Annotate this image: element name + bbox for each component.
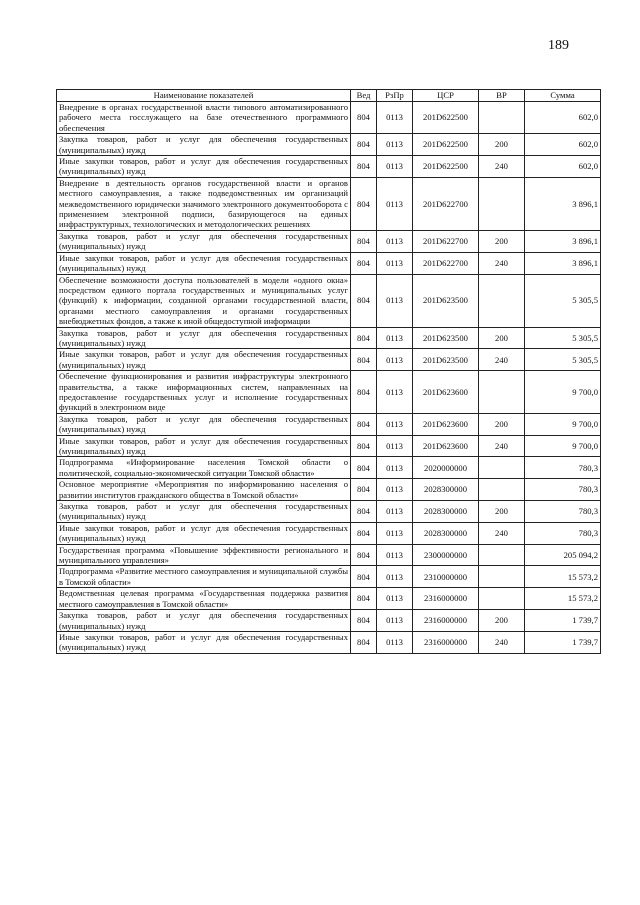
cell-vr (479, 588, 525, 610)
table-row (57, 327, 601, 349)
cell-rzpr: 0113 (377, 134, 413, 156)
cell-name: Подпрограмма «Развитие местного самоуправления и муниципальной службы в Томской области» (57, 566, 351, 588)
cell-sum: 3 896,1 (525, 252, 601, 274)
cell-csr: 201D623500 (413, 274, 479, 327)
cell-sum: 1 739,7 (525, 610, 601, 632)
cell-csr: 201D623500 (413, 349, 479, 371)
cell-sum: 602,0 (525, 102, 601, 134)
cell-name: Государственная программа «Повышение эффективности регионального и муниципального управления» (57, 544, 351, 566)
table-row (57, 102, 601, 134)
cell-ved: 804 (351, 566, 377, 588)
cell-name: Иные закупки товаров, работ и услуг для обеспечения государственных (муниципальных) нужд (57, 631, 351, 653)
cell-vr (479, 102, 525, 134)
cell-sum: 3 896,1 (525, 177, 601, 230)
cell-name: Закупка товаров, работ и услуг для обеспечения государственных (муниципальных) нужд (57, 327, 351, 349)
cell-csr: 2316000000 (413, 631, 479, 653)
cell-name: Внедрение в деятельность органов государственной власти и органов местного самоуправления, а также подведомственных им организаций межведомственного юридически значимого электронного документооборота с применением электронной подписи, базирующегося на единых инфраструктурных, технологических и методологических решениях (57, 177, 351, 230)
cell-ved: 804 (351, 544, 377, 566)
cell-vr: 240 (479, 349, 525, 371)
cell-csr: 2310000000 (413, 566, 479, 588)
cell-vr: 240 (479, 522, 525, 544)
cell-csr: 201D622700 (413, 252, 479, 274)
cell-rzpr: 0113 (377, 102, 413, 134)
table-row (57, 134, 601, 156)
cell-ved: 804 (351, 349, 377, 371)
cell-ved: 804 (351, 435, 377, 457)
cell-vr: 200 (479, 134, 525, 156)
cell-ved: 804 (351, 610, 377, 632)
cell-sum: 780,3 (525, 479, 601, 501)
table-row (57, 349, 601, 371)
cell-sum: 5 305,5 (525, 274, 601, 327)
cell-csr: 201D622500 (413, 134, 479, 156)
cell-rzpr: 0113 (377, 413, 413, 435)
cell-sum: 9 700,0 (525, 435, 601, 457)
cell-vr (479, 371, 525, 414)
table-row (57, 501, 601, 523)
cell-vr: 240 (479, 435, 525, 457)
cell-name: Закупка товаров, работ и услуг для обеспечения государственных (муниципальных) нужд (57, 134, 351, 156)
cell-rzpr: 0113 (377, 349, 413, 371)
cell-rzpr: 0113 (377, 177, 413, 230)
cell-sum: 9 700,0 (525, 413, 601, 435)
page-number: 189 (548, 38, 569, 53)
cell-csr: 2028300000 (413, 479, 479, 501)
cell-name: Иные закупки товаров, работ и услуг для обеспечения государственных (муниципальных) нужд (57, 252, 351, 274)
cell-sum: 602,0 (525, 156, 601, 178)
cell-ved: 804 (351, 327, 377, 349)
table-row (57, 457, 601, 479)
cell-vr: 240 (479, 156, 525, 178)
cell-rzpr: 0113 (377, 327, 413, 349)
table-row (57, 371, 601, 414)
cell-vr: 200 (479, 230, 525, 252)
cell-ved: 804 (351, 230, 377, 252)
cell-rzpr: 0113 (377, 522, 413, 544)
cell-rzpr: 0113 (377, 631, 413, 653)
cell-name: Закупка товаров, работ и услуг для обеспечения государственных (муниципальных) нужд (57, 230, 351, 252)
cell-vr: 200 (479, 501, 525, 523)
cell-ved: 804 (351, 588, 377, 610)
table-row (57, 230, 601, 252)
cell-name: Обеспечение возможности доступа пользователей в модели «одного окна» посредством единого портала государственных и муниципальных услуг (функций) к информации, созданной органами государственной власти, органами местного самоуправления и органами государственных внебюджетных фондов, а также к иной общедоступной информации (57, 274, 351, 327)
cell-csr: 201D622700 (413, 230, 479, 252)
cell-rzpr: 0113 (377, 566, 413, 588)
cell-vr: 200 (479, 327, 525, 349)
cell-csr: 201D623600 (413, 413, 479, 435)
cell-csr: 201D623600 (413, 435, 479, 457)
cell-csr: 201D623500 (413, 327, 479, 349)
table-row (57, 156, 601, 178)
cell-vr: 200 (479, 413, 525, 435)
header-vr: ВР (479, 90, 525, 102)
cell-csr: 201D622700 (413, 177, 479, 230)
cell-csr: 201D622500 (413, 102, 479, 134)
cell-rzpr: 0113 (377, 610, 413, 632)
cell-vr (479, 479, 525, 501)
cell-rzpr: 0113 (377, 479, 413, 501)
table-row (57, 522, 601, 544)
table-row (57, 479, 601, 501)
cell-csr: 2028300000 (413, 501, 479, 523)
cell-name: Иные закупки товаров, работ и услуг для обеспечения государственных (муниципальных) нужд (57, 156, 351, 178)
cell-sum: 15 573,2 (525, 566, 601, 588)
cell-rzpr: 0113 (377, 501, 413, 523)
cell-sum: 5 305,5 (525, 349, 601, 371)
cell-sum: 9 700,0 (525, 371, 601, 414)
cell-ved: 804 (351, 134, 377, 156)
cell-name: Внедрение в органах государственной власти типового автоматизированного рабочего места госслужащего на базе отечественного программного обеспечения (57, 102, 351, 134)
cell-ved: 804 (351, 457, 377, 479)
budget-table (56, 89, 601, 654)
cell-sum: 780,3 (525, 457, 601, 479)
cell-name: Основное мероприятие «Мероприятия по информированию населения о развитии институтов гражданского общества в Томской области» (57, 479, 351, 501)
table-row (57, 177, 601, 230)
cell-rzpr: 0113 (377, 435, 413, 457)
cell-sum: 15 573,2 (525, 588, 601, 610)
table-row (57, 610, 601, 632)
cell-sum: 780,3 (525, 501, 601, 523)
cell-name: Ведомственная целевая программа «Государственная поддержка развития местного самоуправления в Томской области» (57, 588, 351, 610)
header-row (57, 90, 601, 102)
cell-ved: 804 (351, 371, 377, 414)
cell-vr: 240 (479, 252, 525, 274)
cell-ved: 804 (351, 252, 377, 274)
cell-rzpr: 0113 (377, 588, 413, 610)
header-ved: Вед (351, 90, 377, 102)
cell-ved: 804 (351, 479, 377, 501)
cell-ved: 804 (351, 413, 377, 435)
table-row (57, 566, 601, 588)
cell-rzpr: 0113 (377, 274, 413, 327)
cell-rzpr: 0113 (377, 371, 413, 414)
header-csr: ЦСР (413, 90, 479, 102)
cell-name: Подпрограмма «Информирование населения Томской области о политической, социально-экономической ситуации Томской области» (57, 457, 351, 479)
table-body (57, 102, 601, 654)
cell-name: Иные закупки товаров, работ и услуг для обеспечения государственных (муниципальных) нужд (57, 349, 351, 371)
table-row (57, 252, 601, 274)
cell-csr: 2028300000 (413, 522, 479, 544)
cell-sum: 5 305,5 (525, 327, 601, 349)
cell-vr: 240 (479, 631, 525, 653)
table-row (57, 544, 601, 566)
cell-vr: 200 (479, 610, 525, 632)
header-sum: Сумма (525, 90, 601, 102)
cell-vr (479, 566, 525, 588)
cell-ved: 804 (351, 177, 377, 230)
cell-rzpr: 0113 (377, 156, 413, 178)
cell-csr: 2300000000 (413, 544, 479, 566)
header-rzpr: РзПр (377, 90, 413, 102)
table-row (57, 631, 601, 653)
cell-vr (479, 544, 525, 566)
cell-name: Обеспечение функционирования и развития инфраструктуры электронного правительства, а также информационных систем, направленных на предоставление государственных услуг и исполнение государственных функций в электронном виде (57, 371, 351, 414)
cell-csr: 2316000000 (413, 588, 479, 610)
cell-csr: 2020000000 (413, 457, 479, 479)
cell-sum: 1 739,7 (525, 631, 601, 653)
cell-vr (479, 177, 525, 230)
cell-csr: 201D623600 (413, 371, 479, 414)
cell-name: Иные закупки товаров, работ и услуг для обеспечения государственных (муниципальных) нужд (57, 522, 351, 544)
table-row (57, 413, 601, 435)
cell-sum: 205 094,2 (525, 544, 601, 566)
cell-name: Иные закупки товаров, работ и услуг для обеспечения государственных (муниципальных) нужд (57, 435, 351, 457)
cell-sum: 3 896,1 (525, 230, 601, 252)
cell-vr (479, 457, 525, 479)
cell-ved: 804 (351, 631, 377, 653)
cell-ved: 804 (351, 522, 377, 544)
cell-csr: 201D622500 (413, 156, 479, 178)
table-row (57, 588, 601, 610)
cell-rzpr: 0113 (377, 457, 413, 479)
cell-rzpr: 0113 (377, 252, 413, 274)
cell-csr: 2316000000 (413, 610, 479, 632)
cell-vr (479, 274, 525, 327)
cell-name: Закупка товаров, работ и услуг для обеспечения государственных (муниципальных) нужд (57, 413, 351, 435)
cell-rzpr: 0113 (377, 544, 413, 566)
cell-name: Закупка товаров, работ и услуг для обеспечения государственных (муниципальных) нужд (57, 501, 351, 523)
table-row (57, 435, 601, 457)
cell-name: Закупка товаров, работ и услуг для обеспечения государственных (муниципальных) нужд (57, 610, 351, 632)
cell-sum: 602,0 (525, 134, 601, 156)
cell-rzpr: 0113 (377, 230, 413, 252)
cell-ved: 804 (351, 156, 377, 178)
header-name: Наименование показателей (57, 90, 351, 102)
cell-ved: 804 (351, 501, 377, 523)
cell-ved: 804 (351, 274, 377, 327)
cell-ved: 804 (351, 102, 377, 134)
table-row (57, 274, 601, 327)
cell-sum: 780,3 (525, 522, 601, 544)
